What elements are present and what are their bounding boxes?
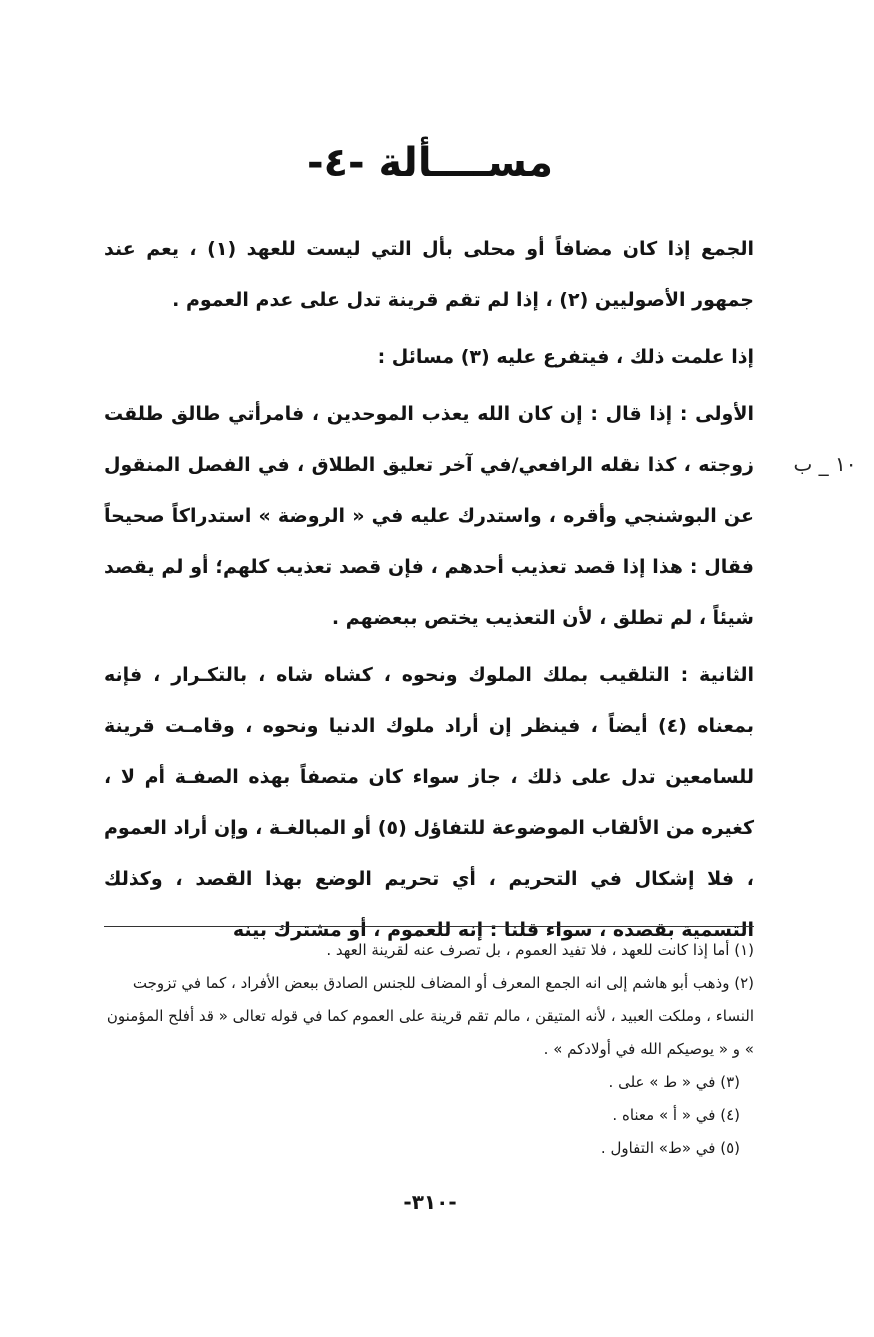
manuscript-folio-note: ١٠ _ ب [793,452,857,476]
paragraph-first-issue: الأولى : إذا قال : إن كان الله يعذب الموحدين ، فامرأتي طالق طلقت زوجته ، كذا نقله الرافعي/في آخر تعليق الطلاق ، في الفصل المنقول عن البوشنجي وأقره ، واستدرك عليه في « الروضة » استدراكاً صحيحاً فقال : هذا إذا قصد تعذيب أحدهم ، فإن قصد تعذيب كلهم؛ أو لم يقصد شيئاً ، لم تطلق ، لأن التعذيب يختص ببعضهم . [104,403,754,629]
footnote-5: (٥) في «ط» التفاول . [600,1139,740,1157]
issue-heading: مســــألة -٤- [306,140,553,186]
footnote-4: (٤) في « أ » معناه . [612,1106,740,1124]
main-text [104,224,754,956]
footnote-3: (٣) في « ط » على . [608,1073,740,1091]
paragraph-second-issue: الثانية : التلقيب بملك الملوك ونحوه ، كشاه شاه ، بالتكـرار ، فإنه بمعناه (٤) أيضاً ، فينظر إن أراد ملوك الدنيا ونحوه ، وقامـت قرينة للسامعين تدل على ذلك ، جاز سواء كان متصفاً بهذه الصفـة أم لا ، كغيره من الألقاب الموضوعة للتفاؤل (٥) أو المبالغـة ، وإن أراد العموم ، فلا إشكال في التحريم ، أي تحريم الوضع بهذا القصد ، وكذلك التسمية بقصده ، سواء قلنا : إنه للعموم ، أو مشترك بينه [104,664,755,941]
footnote-2: (٢) وذهب أبو هاشم إلى انه الجمع المعرف أو المضاف للجنس الصادق ببعض الأفراد ، كما في تزوجت النساء ، وملكت العبيد ، لأنه المتيقن ، مالم تقم قرينة على العموم كما في قوله تعالى « قد أفلح المؤمنون » و « يوصيكم الله في أولادكم » . [106,974,754,1058]
paragraph-consequence: إذا علمت ذلك ، فيتفرع عليه (٣) مسائل : [377,346,754,368]
paragraph-intro: الجمع إذا كان مضافاً أو محلى بأل التي ليست للعهد (١) ، يعم عند جمهور الأصوليين (٢) ، إذا لم تقم قرينة تدل على عدم العموم . [104,238,754,311]
footnote-divider [104,926,754,927]
footnotes [104,934,754,1165]
page-number: -٣١٠- [403,1190,457,1214]
footnote-1: (١) أما إذا كانت للعهد ، فلا تفيد العموم ، بل تصرف عنه لقرينة العهد . [326,941,754,959]
